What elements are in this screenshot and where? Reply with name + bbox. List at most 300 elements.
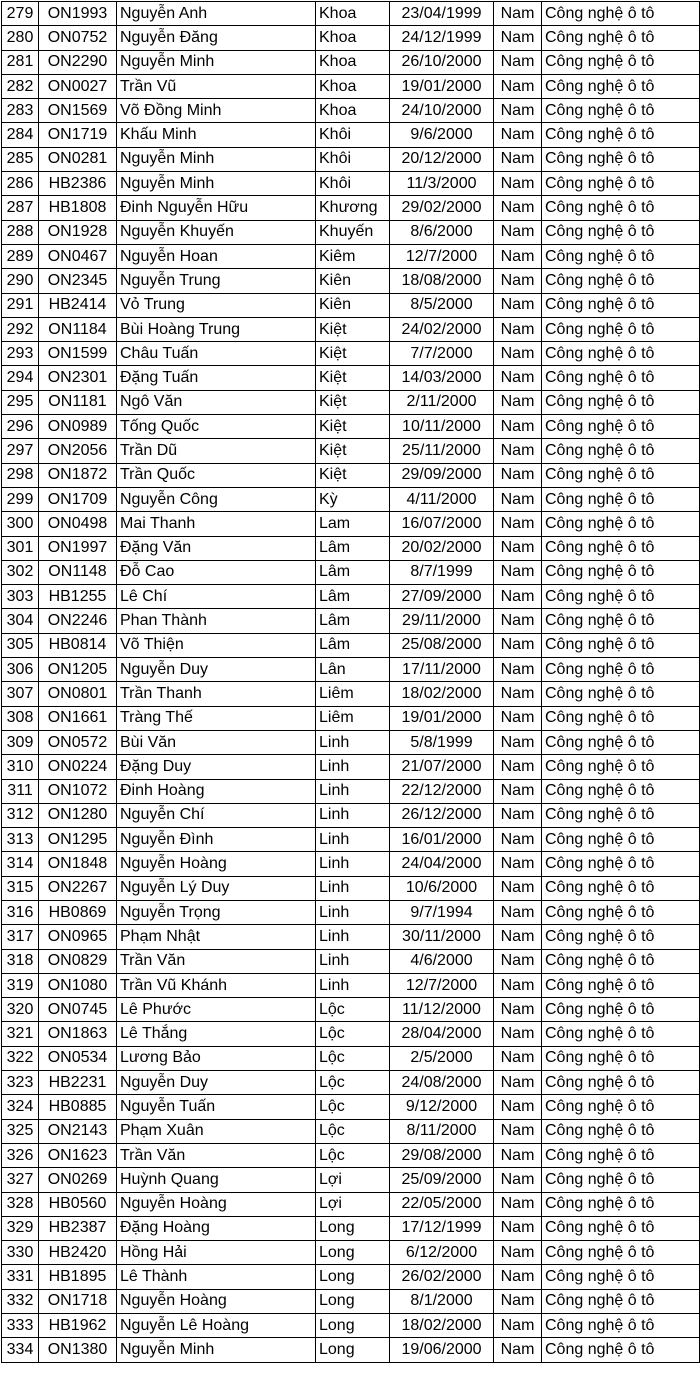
row-number-cell: 309 [2, 730, 39, 754]
table-row [2, 1143, 700, 1167]
gender-cell: Nam [494, 2, 542, 26]
table-row [2, 317, 700, 341]
surname-middle-cell: Nguyễn Trọng [117, 900, 316, 924]
table-row [2, 658, 700, 682]
table-row [2, 1119, 700, 1143]
record-id-cell: ON1848 [39, 852, 117, 876]
major-cell: Công nghệ ô tô [542, 900, 700, 924]
gender-cell: Nam [494, 876, 542, 900]
table-row [2, 463, 700, 487]
row-number-cell: 332 [2, 1289, 39, 1313]
table-row [2, 900, 700, 924]
given-name-cell: Khoa [316, 50, 390, 74]
surname-middle-cell: Đặng Hoàng [117, 1216, 316, 1240]
table-row [2, 1192, 700, 1216]
gender-cell: Nam [494, 779, 542, 803]
row-number-cell: 287 [2, 196, 39, 220]
gender-cell: Nam [494, 26, 542, 50]
table-row [2, 487, 700, 511]
major-cell: Công nghệ ô tô [542, 2, 700, 26]
given-name-cell: Lâm [316, 609, 390, 633]
record-id-cell: ON1997 [39, 536, 117, 560]
table-row [2, 50, 700, 74]
row-number-cell: 289 [2, 244, 39, 268]
table-row [2, 1168, 700, 1192]
table-row [2, 26, 700, 50]
major-cell: Công nghệ ô tô [542, 1168, 700, 1192]
major-cell: Công nghệ ô tô [542, 1216, 700, 1240]
birth-date-cell: 9/12/2000 [390, 1095, 494, 1119]
gender-cell: Nam [494, 317, 542, 341]
given-name-cell: Lam [316, 512, 390, 536]
record-id-cell: ON1928 [39, 220, 117, 244]
birth-date-cell: 24/08/2000 [390, 1071, 494, 1095]
given-name-cell: Kiệt [316, 342, 390, 366]
gender-cell: Nam [494, 706, 542, 730]
record-id-cell: HB1808 [39, 196, 117, 220]
major-cell: Công nghệ ô tô [542, 317, 700, 341]
record-id-cell: ON1872 [39, 463, 117, 487]
gender-cell: Nam [494, 755, 542, 779]
major-cell: Công nghệ ô tô [542, 876, 700, 900]
major-cell: Công nghệ ô tô [542, 560, 700, 584]
table-row [2, 1241, 700, 1265]
table-row [2, 1289, 700, 1313]
surname-middle-cell: Trần Thanh [117, 682, 316, 706]
table-row [2, 973, 700, 997]
surname-middle-cell: Nguyễn Chí [117, 803, 316, 827]
record-id-cell: ON2143 [39, 1119, 117, 1143]
row-number-cell: 290 [2, 269, 39, 293]
birth-date-cell: 5/8/1999 [390, 730, 494, 754]
gender-cell: Nam [494, 244, 542, 268]
record-id-cell: ON1072 [39, 779, 117, 803]
given-name-cell: Lộc [316, 1119, 390, 1143]
surname-middle-cell: Võ Thiện [117, 633, 316, 657]
major-cell: Công nghệ ô tô [542, 220, 700, 244]
birth-date-cell: 2/5/2000 [390, 1046, 494, 1070]
row-number-cell: 328 [2, 1192, 39, 1216]
table-row [2, 220, 700, 244]
major-cell: Công nghệ ô tô [542, 1022, 700, 1046]
record-id-cell: ON1280 [39, 803, 117, 827]
table-row [2, 172, 700, 196]
row-number-cell: 304 [2, 609, 39, 633]
surname-middle-cell: Trần Văn [117, 949, 316, 973]
birth-date-cell: 8/1/2000 [390, 1289, 494, 1313]
record-id-cell: ON0467 [39, 244, 117, 268]
gender-cell: Nam [494, 1168, 542, 1192]
table-row [2, 123, 700, 147]
given-name-cell: Lộc [316, 1022, 390, 1046]
major-cell: Công nghệ ô tô [542, 585, 700, 609]
birth-date-cell: 11/12/2000 [390, 998, 494, 1022]
record-id-cell: ON0989 [39, 415, 117, 439]
given-name-cell: Khôi [316, 172, 390, 196]
record-id-cell: ON1993 [39, 2, 117, 26]
surname-middle-cell: Nguyễn Hoàng [117, 852, 316, 876]
major-cell: Công nghệ ô tô [542, 487, 700, 511]
birth-date-cell: 18/02/2000 [390, 1314, 494, 1338]
table-row [2, 1265, 700, 1289]
given-name-cell: Linh [316, 828, 390, 852]
gender-cell: Nam [494, 1071, 542, 1095]
given-name-cell: Lộc [316, 998, 390, 1022]
major-cell: Công nghệ ô tô [542, 463, 700, 487]
given-name-cell: Linh [316, 803, 390, 827]
gender-cell: Nam [494, 1046, 542, 1070]
birth-date-cell: 9/6/2000 [390, 123, 494, 147]
table-row [2, 925, 700, 949]
given-name-cell: Linh [316, 900, 390, 924]
birth-date-cell: 24/04/2000 [390, 852, 494, 876]
surname-middle-cell: Nguyễn Duy [117, 658, 316, 682]
gender-cell: Nam [494, 487, 542, 511]
row-number-cell: 280 [2, 26, 39, 50]
birth-date-cell: 29/11/2000 [390, 609, 494, 633]
given-name-cell: Khoa [316, 2, 390, 26]
major-cell: Công nghệ ô tô [542, 973, 700, 997]
row-number-cell: 327 [2, 1168, 39, 1192]
surname-middle-cell: Nguyễn Lý Duy [117, 876, 316, 900]
gender-cell: Nam [494, 196, 542, 220]
given-name-cell: Long [316, 1241, 390, 1265]
table-row [2, 293, 700, 317]
birth-date-cell: 19/01/2000 [390, 706, 494, 730]
record-id-cell: HB1895 [39, 1265, 117, 1289]
given-name-cell: Long [316, 1216, 390, 1240]
record-id-cell: ON1295 [39, 828, 117, 852]
major-cell: Công nghệ ô tô [542, 949, 700, 973]
row-number-cell: 316 [2, 900, 39, 924]
given-name-cell: Liêm [316, 706, 390, 730]
surname-middle-cell: Nguyễn Lê Hoàng [117, 1314, 316, 1338]
surname-middle-cell: Lê Thắng [117, 1022, 316, 1046]
row-number-cell: 314 [2, 852, 39, 876]
gender-cell: Nam [494, 998, 542, 1022]
row-number-cell: 329 [2, 1216, 39, 1240]
row-number-cell: 333 [2, 1314, 39, 1338]
given-name-cell: Khương [316, 196, 390, 220]
record-id-cell: ON1718 [39, 1289, 117, 1313]
major-cell: Công nghệ ô tô [542, 1289, 700, 1313]
record-id-cell: HB0560 [39, 1192, 117, 1216]
gender-cell: Nam [494, 658, 542, 682]
gender-cell: Nam [494, 512, 542, 536]
row-number-cell: 285 [2, 147, 39, 171]
gender-cell: Nam [494, 342, 542, 366]
table-row [2, 828, 700, 852]
birth-date-cell: 29/09/2000 [390, 463, 494, 487]
record-id-cell: ON0572 [39, 730, 117, 754]
gender-cell: Nam [494, 50, 542, 74]
table-row [2, 1095, 700, 1119]
birth-date-cell: 25/11/2000 [390, 439, 494, 463]
birth-date-cell: 28/04/2000 [390, 1022, 494, 1046]
birth-date-cell: 18/08/2000 [390, 269, 494, 293]
row-number-cell: 322 [2, 1046, 39, 1070]
surname-middle-cell: Nguyễn Tuấn [117, 1095, 316, 1119]
row-number-cell: 297 [2, 439, 39, 463]
record-id-cell: HB2420 [39, 1241, 117, 1265]
record-id-cell: ON0534 [39, 1046, 117, 1070]
major-cell: Công nghệ ô tô [542, 1265, 700, 1289]
surname-middle-cell: Võ Đồng Minh [117, 99, 316, 123]
record-id-cell: ON1181 [39, 390, 117, 414]
birth-date-cell: 21/07/2000 [390, 755, 494, 779]
major-cell: Công nghệ ô tô [542, 50, 700, 74]
surname-middle-cell: Nguyễn Hoàng [117, 1289, 316, 1313]
birth-date-cell: 17/11/2000 [390, 658, 494, 682]
given-name-cell: Khoa [316, 74, 390, 98]
given-name-cell: Lâm [316, 536, 390, 560]
birth-date-cell: 8/11/2000 [390, 1119, 494, 1143]
table-row [2, 585, 700, 609]
birth-date-cell: 26/12/2000 [390, 803, 494, 827]
major-cell: Công nghệ ô tô [542, 147, 700, 171]
surname-middle-cell: Phạm Xuân [117, 1119, 316, 1143]
surname-middle-cell: Vỏ Trung [117, 293, 316, 317]
major-cell: Công nghệ ô tô [542, 415, 700, 439]
record-id-cell: ON0745 [39, 998, 117, 1022]
gender-cell: Nam [494, 172, 542, 196]
table-row [2, 706, 700, 730]
given-name-cell: Kiên [316, 269, 390, 293]
row-number-cell: 284 [2, 123, 39, 147]
birth-date-cell: 26/02/2000 [390, 1265, 494, 1289]
table-row [2, 633, 700, 657]
gender-cell: Nam [494, 123, 542, 147]
table-row [2, 196, 700, 220]
table-row [2, 779, 700, 803]
record-id-cell: ON1709 [39, 487, 117, 511]
major-cell: Công nghệ ô tô [542, 755, 700, 779]
gender-cell: Nam [494, 925, 542, 949]
birth-date-cell: 11/3/2000 [390, 172, 494, 196]
birth-date-cell: 8/7/1999 [390, 560, 494, 584]
row-number-cell: 308 [2, 706, 39, 730]
record-id-cell: ON1205 [39, 658, 117, 682]
surname-middle-cell: Đinh Hoàng [117, 779, 316, 803]
given-name-cell: Long [316, 1314, 390, 1338]
record-id-cell: ON1380 [39, 1338, 117, 1362]
surname-middle-cell: Đặng Duy [117, 755, 316, 779]
given-name-cell: Lộc [316, 1071, 390, 1095]
record-id-cell: ON0801 [39, 682, 117, 706]
given-name-cell: Lâm [316, 560, 390, 584]
row-number-cell: 296 [2, 415, 39, 439]
given-name-cell: Lộc [316, 1046, 390, 1070]
given-name-cell: Linh [316, 973, 390, 997]
major-cell: Công nghệ ô tô [542, 1143, 700, 1167]
table-row [2, 415, 700, 439]
major-cell: Công nghệ ô tô [542, 609, 700, 633]
table-row [2, 560, 700, 584]
given-name-cell: Lâm [316, 633, 390, 657]
major-cell: Công nghệ ô tô [542, 99, 700, 123]
table-row [2, 390, 700, 414]
given-name-cell: Kiệt [316, 390, 390, 414]
row-number-cell: 320 [2, 998, 39, 1022]
birth-date-cell: 8/5/2000 [390, 293, 494, 317]
record-id-cell: ON1080 [39, 973, 117, 997]
gender-cell: Nam [494, 1119, 542, 1143]
birth-date-cell: 10/6/2000 [390, 876, 494, 900]
table-row [2, 1071, 700, 1095]
row-number-cell: 298 [2, 463, 39, 487]
record-id-cell: HB0869 [39, 900, 117, 924]
row-number-cell: 303 [2, 585, 39, 609]
table-row [2, 755, 700, 779]
surname-middle-cell: Đỗ Cao [117, 560, 316, 584]
surname-middle-cell: Trần Vũ Khánh [117, 973, 316, 997]
record-id-cell: ON0965 [39, 925, 117, 949]
row-number-cell: 311 [2, 779, 39, 803]
record-id-cell: ON0027 [39, 74, 117, 98]
given-name-cell: Kiệt [316, 415, 390, 439]
surname-middle-cell: Lê Phước [117, 998, 316, 1022]
record-id-cell: ON1863 [39, 1022, 117, 1046]
row-number-cell: 324 [2, 1095, 39, 1119]
record-id-cell: ON0498 [39, 512, 117, 536]
given-name-cell: Long [316, 1338, 390, 1362]
record-id-cell: ON0269 [39, 1168, 117, 1192]
birth-date-cell: 18/02/2000 [390, 682, 494, 706]
surname-middle-cell: Trần Văn [117, 1143, 316, 1167]
gender-cell: Nam [494, 1265, 542, 1289]
student-list-table [1, 1, 700, 1363]
table-body [2, 2, 700, 1363]
major-cell: Công nghệ ô tô [542, 293, 700, 317]
gender-cell: Nam [494, 1192, 542, 1216]
major-cell: Công nghệ ô tô [542, 852, 700, 876]
major-cell: Công nghệ ô tô [542, 925, 700, 949]
given-name-cell: Kỳ [316, 487, 390, 511]
record-id-cell: ON1148 [39, 560, 117, 584]
row-number-cell: 310 [2, 755, 39, 779]
birth-date-cell: 17/12/1999 [390, 1216, 494, 1240]
table-row [2, 2, 700, 26]
gender-cell: Nam [494, 1095, 542, 1119]
table-row [2, 876, 700, 900]
record-id-cell: HB0885 [39, 1095, 117, 1119]
major-cell: Công nghệ ô tô [542, 172, 700, 196]
table-row [2, 949, 700, 973]
record-id-cell: ON1719 [39, 123, 117, 147]
surname-middle-cell: Hồng Hải [117, 1241, 316, 1265]
surname-middle-cell: Tràng Thế [117, 706, 316, 730]
surname-middle-cell: Trần Quốc [117, 463, 316, 487]
given-name-cell: Linh [316, 730, 390, 754]
gender-cell: Nam [494, 439, 542, 463]
row-number-cell: 283 [2, 99, 39, 123]
surname-middle-cell: Trần Dũ [117, 439, 316, 463]
gender-cell: Nam [494, 585, 542, 609]
surname-middle-cell: Nguyễn Minh [117, 50, 316, 74]
gender-cell: Nam [494, 147, 542, 171]
record-id-cell: ON0281 [39, 147, 117, 171]
table-row [2, 1216, 700, 1240]
row-number-cell: 319 [2, 973, 39, 997]
given-name-cell: Kiêm [316, 244, 390, 268]
major-cell: Công nghệ ô tô [542, 1119, 700, 1143]
major-cell: Công nghệ ô tô [542, 1192, 700, 1216]
major-cell: Công nghệ ô tô [542, 26, 700, 50]
row-number-cell: 286 [2, 172, 39, 196]
row-number-cell: 313 [2, 828, 39, 852]
table-row [2, 244, 700, 268]
surname-middle-cell: Mai Thanh [117, 512, 316, 536]
gender-cell: Nam [494, 560, 542, 584]
birth-date-cell: 2/11/2000 [390, 390, 494, 414]
row-number-cell: 295 [2, 390, 39, 414]
table-row [2, 147, 700, 171]
gender-cell: Nam [494, 220, 542, 244]
record-id-cell: ON2301 [39, 366, 117, 390]
surname-middle-cell: Trần Vũ [117, 74, 316, 98]
surname-middle-cell: Lê Chí [117, 585, 316, 609]
row-number-cell: 301 [2, 536, 39, 560]
given-name-cell: Lợi [316, 1192, 390, 1216]
record-id-cell: ON2267 [39, 876, 117, 900]
given-name-cell: Khuyến [316, 220, 390, 244]
birth-date-cell: 23/04/1999 [390, 2, 494, 26]
surname-middle-cell: Nguyễn Đình [117, 828, 316, 852]
given-name-cell: Khoa [316, 26, 390, 50]
given-name-cell: Khoa [316, 99, 390, 123]
major-cell: Công nghệ ô tô [542, 706, 700, 730]
surname-middle-cell: Nguyễn Hoàng [117, 1192, 316, 1216]
birth-date-cell: 24/02/2000 [390, 317, 494, 341]
gender-cell: Nam [494, 269, 542, 293]
surname-middle-cell: Nguyễn Trung [117, 269, 316, 293]
record-id-cell: HB2386 [39, 172, 117, 196]
record-id-cell: ON0224 [39, 755, 117, 779]
row-number-cell: 279 [2, 2, 39, 26]
major-cell: Công nghệ ô tô [542, 366, 700, 390]
table-row [2, 609, 700, 633]
table-row [2, 366, 700, 390]
record-id-cell: ON2290 [39, 50, 117, 74]
table-row [2, 74, 700, 98]
row-number-cell: 288 [2, 220, 39, 244]
birth-date-cell: 12/7/2000 [390, 244, 494, 268]
row-number-cell: 293 [2, 342, 39, 366]
surname-middle-cell: Nguyễn Minh [117, 1338, 316, 1362]
row-number-cell: 294 [2, 366, 39, 390]
birth-date-cell: 4/11/2000 [390, 487, 494, 511]
birth-date-cell: 8/6/2000 [390, 220, 494, 244]
record-id-cell: ON1661 [39, 706, 117, 730]
major-cell: Công nghệ ô tô [542, 1071, 700, 1095]
birth-date-cell: 22/12/2000 [390, 779, 494, 803]
birth-date-cell: 30/11/2000 [390, 925, 494, 949]
surname-middle-cell: Nguyễn Minh [117, 147, 316, 171]
table-row [2, 536, 700, 560]
birth-date-cell: 16/07/2000 [390, 512, 494, 536]
birth-date-cell: 7/7/2000 [390, 342, 494, 366]
row-number-cell: 321 [2, 1022, 39, 1046]
row-number-cell: 315 [2, 876, 39, 900]
birth-date-cell: 9/7/1994 [390, 900, 494, 924]
given-name-cell: Khôi [316, 147, 390, 171]
given-name-cell: Lợi [316, 1168, 390, 1192]
major-cell: Công nghệ ô tô [542, 1314, 700, 1338]
table-row [2, 1314, 700, 1338]
major-cell: Công nghệ ô tô [542, 123, 700, 147]
birth-date-cell: 14/03/2000 [390, 366, 494, 390]
surname-middle-cell: Nguyễn Hoan [117, 244, 316, 268]
